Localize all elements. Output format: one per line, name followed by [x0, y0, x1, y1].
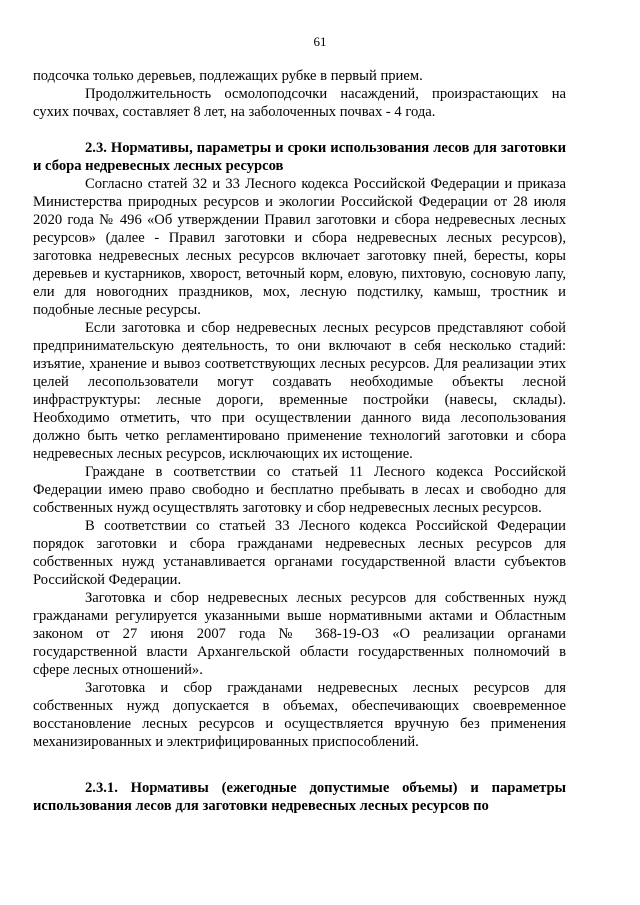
paragraph-resin-tapping-duration: Продолжительность осмолоподсочки насаждений, произрастающих на сухих почвах, составляет 8 лет, на заболоченных почвах - 4 года.: [33, 86, 566, 120]
paragraph-regional-law: Заготовка и сбор недревесных лесных ресурсов для собственных нужд гражданами регулируется указанными выше нормативными актами и Областным законом от 27 июня 2007 года № 368-19-ОЗ «О реализации органами государственной власти Архангельской области государственных полномочий в сфере лесных отношений».: [33, 590, 566, 678]
spacer: [33, 121, 566, 139]
paragraph-legal-basis: Согласно статей 32 и 33 Лесного кодекса Российской Федерации и приказа Министерства природных ресурсов и экологии Российской Федерации от 28 июля 2020 года № 496 «Об утверждении Правил заготовки и сбора недревесных лесных ресурсов» (далее - Правил заготовки и сбора недревесных лесных ресурсов), заготовка недревесных лесных ресурсов включает заготовку пней, бересты, коры деревьев и кустарников, хворост, веточный корм, еловую, пихтовую, сосновую лапу, ели для новогодних праздников, мох, лесную подстилку, камыш, тростник и подобные лесные ресурсы.: [33, 176, 566, 318]
paragraph-continuation: подсочка только деревьев, подлежащих рубке в первый прием.: [33, 68, 423, 84]
paragraph-citizens-rights: Граждане в соответствии со статьей 11 Лесного кодекса Российской Федерации имею право свободно и бесплатно пребывать в лесах и свободно для собственных нужд осуществлять заготовку и сбор недревесных лесных ресурсов.: [33, 464, 566, 516]
paragraph-volumes: Заготовка и сбор гражданами недревесных лесных ресурсов для собственных нужд допускается в объемах, обеспечивающих своевременное восстановление лесных ресурсов и осуществляется вручную без применения механизированных и электрифицированных приспособлений.: [33, 680, 566, 750]
paragraph-business-activity: Если заготовка и сбор недревесных лесных ресурсов представляют собой предпринимательскую деятельность, то они включают в себя несколько стадий: изъятие, хранение и вывоз соответствующих лесных ресурсов. Для реализации этих целей лесопользователи могут создавать необходимые объекты лесной инфраструктуры: лесные дороги, временные постройки (навесы, склады). Необходимо отметить, что при осуществлении данного вида лесопользования должно быть четко регламентировано применение технологий заготовки и сбора недревесных лесных ресурсов, исключающих их истощение.: [33, 320, 566, 462]
spacer: [33, 751, 566, 779]
page-number: 61: [313, 34, 327, 49]
section-heading-2-3-1: 2.3.1. Нормативы (ежегодные допустимые объемы) и параметры использования лесов для заготовки недревесных лесных ресурсов по: [33, 780, 566, 814]
section-heading-2-3: 2.3. Нормативы, параметры и сроки использования лесов для заготовки и сбора недревесных лесных ресурсов: [33, 140, 566, 174]
paragraph-procedure: В соответствии со статьей 33 Лесного кодекса Российской Федерации порядок заготовки и сбора гражданами недревесных лесных ресурсов для собственных нужд устанавливается органами государственной власти субъектов Российской Федерации.: [33, 518, 566, 588]
document-body: [33, 67, 566, 815]
